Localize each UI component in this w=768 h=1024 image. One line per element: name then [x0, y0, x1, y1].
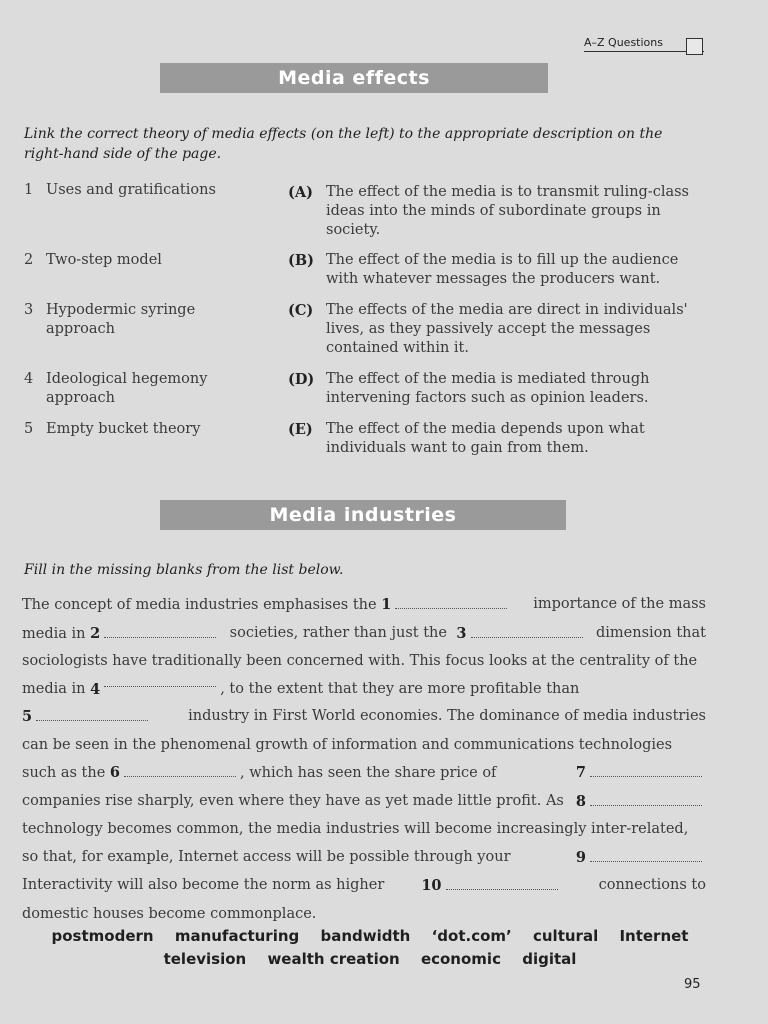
paragraph-line — [22, 703, 706, 732]
blank-number: 9 — [575, 848, 586, 866]
line-text: Interactivity will also become the norm as higher — [22, 877, 385, 893]
theory-number: 2 — [24, 252, 34, 268]
line-text: sociologists have traditionally been concerned with. This focus looks at the centrality of the — [22, 653, 698, 669]
word-bank-item: wealth creation — [267, 950, 400, 968]
theory-number: 3 — [24, 302, 34, 318]
description-item — [288, 301, 708, 358]
word-bank-item: digital — [522, 950, 577, 968]
line-text: technology becomes common, the media industries will become increasingly inter-related, — [22, 821, 689, 837]
section-title-media-effects — [160, 63, 548, 93]
blank-number: 4 — [90, 680, 101, 698]
line-text: media in — [22, 625, 86, 642]
blank — [471, 627, 583, 638]
blank — [590, 766, 702, 777]
blank-number: 1 — [381, 596, 392, 613]
blank-number: 3 — [456, 624, 467, 642]
blank — [395, 598, 507, 609]
line-text: can be seen in the phenomenal growth of information and communications technologies — [22, 736, 673, 753]
blank — [104, 627, 216, 638]
theory-number: 5 — [24, 421, 34, 437]
word-bank-item: ‘dot.com’ — [431, 927, 512, 945]
line-text: such as the — [22, 765, 106, 781]
word-bank-row — [40, 950, 700, 968]
word-bank-item: postmodern — [51, 927, 154, 945]
blank — [590, 795, 702, 806]
fill-in-paragraph — [22, 591, 706, 928]
header-box-icon — [686, 38, 703, 55]
theory-text: Hypodermic syringe approach — [46, 302, 196, 337]
line-text: , which has seen the share price of — [240, 765, 497, 781]
section-title-text: Media industries — [269, 504, 457, 526]
line-text: so that, for example, Internet access will be possible through your — [22, 848, 511, 865]
theory-text: Ideological hegemony approach — [46, 371, 208, 406]
description-item — [288, 183, 708, 240]
paragraph-line — [22, 620, 706, 649]
page-number: 95 — [684, 977, 701, 992]
description-text: The effect of the media is to fill up the audience with whatever messages the producers want. — [326, 252, 679, 287]
description-item — [288, 370, 708, 408]
description-letter: (B) — [288, 252, 314, 269]
line-text: companies rise sharply, even where they have as yet made little profit. As — [22, 792, 564, 809]
running-header-label: A–Z Questions — [584, 36, 663, 49]
word-bank-item: television — [163, 950, 247, 968]
line-text: dimension that — [595, 624, 706, 641]
word-bank-item: Internet — [619, 927, 689, 945]
description-item — [288, 251, 708, 289]
theory-item — [24, 181, 264, 200]
paragraph-line — [22, 844, 706, 873]
paragraph-line — [22, 648, 706, 676]
instruction-media-effects: Link the correct theory of media effects (on the left) to the appropriate description on the right-hand side of the page. — [24, 126, 663, 162]
section-title-media-industries — [160, 500, 566, 530]
paragraph-line — [22, 872, 706, 901]
blank-number: 6 — [109, 764, 120, 781]
paragraph-line — [22, 676, 706, 704]
theory-text: Uses and gratifications — [46, 182, 216, 198]
description-letter: (C) — [288, 302, 314, 319]
word-bank-item: bandwidth — [320, 927, 411, 945]
theory-item — [24, 301, 264, 339]
description-letter: (D) — [288, 371, 315, 388]
paragraph-line — [22, 901, 706, 929]
theory-number: 4 — [24, 371, 34, 387]
theory-item — [24, 251, 264, 270]
theory-number: 1 — [24, 182, 34, 198]
theory-text: Two-step model — [46, 252, 162, 268]
line-text: industry in First World economies. The dominance of media industries — [188, 708, 706, 724]
line-text: The concept of media industries emphasises the — [22, 597, 377, 613]
blank — [36, 710, 148, 721]
description-text: The effect of the media is mediated through intervening factors such as opinion leaders. — [326, 371, 650, 406]
paragraph-line — [22, 732, 706, 760]
line-text: connections to — [598, 877, 706, 893]
description-text: The effects of the media are direct in individuals' lives, as they passively accept the messages contained within it. — [326, 302, 688, 356]
theory-item — [24, 370, 264, 408]
paragraph-line — [22, 816, 706, 844]
blank — [124, 766, 236, 777]
word-bank-item: economic — [420, 950, 501, 968]
blank — [446, 879, 558, 890]
blank — [104, 676, 216, 687]
line-text: , to the extent that they are more profitable than — [220, 680, 580, 697]
theory-item — [24, 420, 264, 439]
word-bank-item: manufacturing — [174, 927, 300, 945]
paragraph-line — [22, 759, 706, 788]
word-bank-item: cultural — [532, 927, 599, 945]
blank — [590, 851, 702, 862]
word-bank-row — [40, 927, 700, 945]
paragraph-line — [22, 788, 706, 817]
paragraph-line — [22, 591, 706, 620]
line-text: domestic houses become commonplace. — [22, 905, 317, 922]
instruction-media-industries: Fill in the missing blanks from the list below. — [24, 562, 344, 578]
description-letter: (E) — [288, 421, 313, 438]
description-letter: (A) — [288, 184, 313, 201]
description-text: The effect of the media is to transmit ruling-class ideas into the minds of subordinate groups in society. — [326, 184, 689, 238]
theory-text: Empty bucket theory — [46, 421, 201, 437]
blank-number: 10 — [421, 877, 442, 894]
line-text: media in — [22, 680, 86, 697]
blank-number: 8 — [575, 792, 586, 810]
blank-number: 7 — [575, 764, 586, 781]
description-text: The effect of the media depends upon what individuals want to gain from them. — [326, 421, 645, 456]
description-item — [288, 420, 708, 458]
line-text: societies, rather than just the — [229, 624, 447, 641]
line-text: importance of the mass — [533, 596, 706, 612]
blank-number: 2 — [90, 624, 101, 642]
blank-number: 5 — [22, 708, 33, 725]
section-title-text: Media effects — [278, 67, 430, 89]
